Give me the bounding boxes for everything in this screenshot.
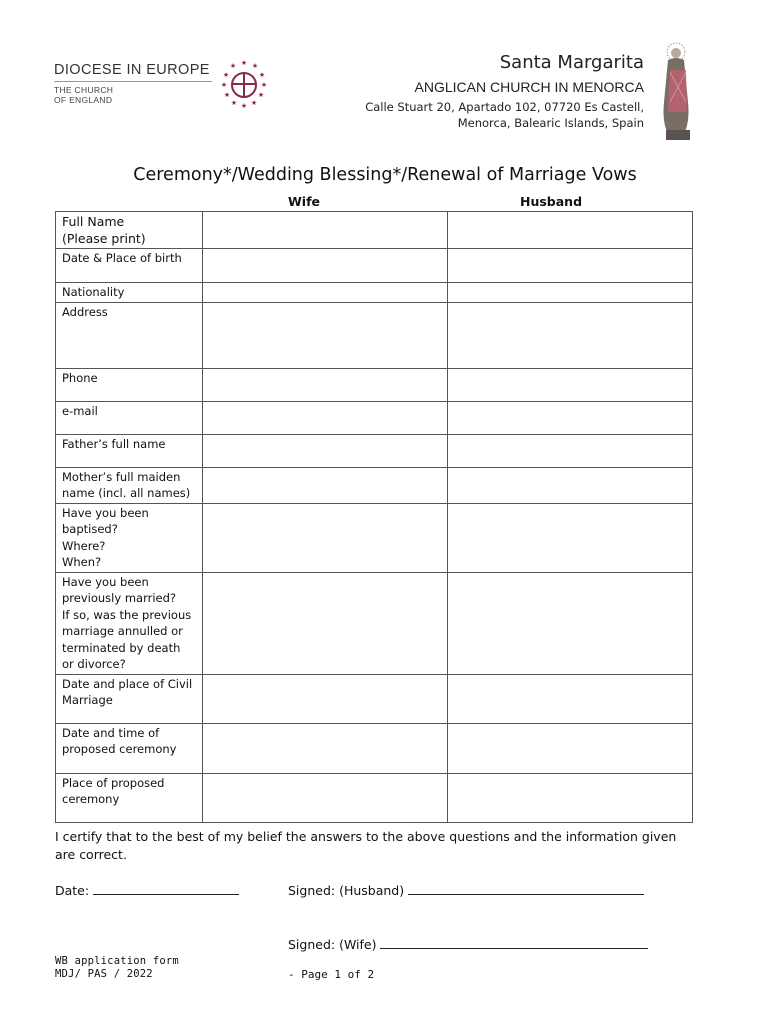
wife-answer-field[interactable]	[203, 212, 448, 249]
form-row	[56, 212, 693, 249]
wife-answer-field[interactable]	[203, 723, 448, 773]
wife-signature-field[interactable]	[380, 936, 648, 949]
application-table	[55, 211, 693, 823]
svg-text:★: ★	[251, 62, 259, 70]
wife-answer-field[interactable]	[203, 283, 448, 303]
husband-answer-field[interactable]	[448, 674, 693, 723]
husband-answer-field[interactable]	[448, 572, 693, 674]
form-row	[56, 302, 693, 368]
svg-text:★: ★	[240, 102, 248, 108]
date-field[interactable]	[93, 882, 239, 895]
diocese-emblem-icon	[218, 58, 270, 108]
form-row	[56, 503, 693, 572]
column-header-wife: Wife	[288, 194, 320, 209]
husband-answer-field[interactable]	[448, 467, 693, 503]
row-label: Nationality	[56, 283, 203, 303]
svg-text:★: ★	[222, 71, 230, 79]
footer-reference: WB application form MDJ/ PAS / 2022	[55, 955, 179, 980]
row-label: e-mail	[56, 401, 203, 434]
form-title: Ceremony*/Wedding Blessing*/Renewal of Marriage Vows	[133, 165, 637, 185]
husband-answer-field[interactable]	[448, 283, 693, 303]
row-label: Place of proposed ceremony	[56, 773, 203, 822]
wife-signature-line	[288, 936, 648, 952]
form-row	[56, 249, 693, 283]
husband-answer-field[interactable]	[448, 434, 693, 467]
husband-signature-field[interactable]	[408, 882, 644, 895]
row-label: Date and time of proposed ceremony	[56, 723, 203, 773]
row-label: Father’s full name	[56, 434, 203, 467]
svg-text:★: ★	[230, 99, 238, 107]
certification-statement: I certify that to the best of my belief the answers to the above questions and the information given are correct.	[55, 829, 677, 862]
wife-answer-field[interactable]	[203, 434, 448, 467]
husband-answer-field[interactable]	[448, 368, 693, 401]
husband-answer-field[interactable]	[448, 503, 693, 572]
row-label: Full Name (Please print)	[56, 212, 203, 249]
svg-text:★: ★	[257, 91, 265, 99]
logo-title: DIOCESE IN EUROPE	[54, 62, 210, 78]
form-row	[56, 572, 693, 674]
husband-answer-field[interactable]	[448, 212, 693, 249]
husband-answer-field[interactable]	[448, 773, 693, 822]
row-label: Mother’s full maiden name (incl. all names)	[56, 467, 203, 503]
husband-answer-field[interactable]	[448, 249, 693, 283]
form-row	[56, 401, 693, 434]
row-label: Phone	[56, 368, 203, 401]
husband-signature-label: Signed: (Husband)	[288, 883, 405, 898]
logo-divider	[54, 81, 212, 82]
wife-answer-field[interactable]	[203, 503, 448, 572]
church-address: Calle Stuart 20, Apartado 102, 07720 Es Castell, Menorca, Balearic Islands, Spain	[365, 100, 644, 130]
wife-answer-field[interactable]	[203, 368, 448, 401]
wife-answer-field[interactable]	[203, 674, 448, 723]
row-label: Date & Place of birth	[56, 249, 203, 283]
wife-answer-field[interactable]	[203, 467, 448, 503]
church-name: Santa Margarita	[499, 52, 644, 73]
date-signature-line	[55, 882, 239, 898]
page-number: - Page 1 of 2	[288, 968, 375, 981]
svg-text:★: ★	[229, 62, 237, 70]
date-label: Date:	[55, 883, 90, 898]
row-label: Have you been baptised? Where? When?	[56, 503, 203, 572]
form-row	[56, 723, 693, 773]
church-info	[365, 52, 644, 131]
svg-text:★: ★	[260, 81, 268, 89]
form-row	[56, 434, 693, 467]
saint-statue-image	[654, 42, 700, 142]
row-label: Address	[56, 302, 203, 368]
wife-answer-field[interactable]	[203, 572, 448, 674]
husband-answer-field[interactable]	[448, 723, 693, 773]
husband-answer-field[interactable]	[448, 302, 693, 368]
svg-text:★: ★	[258, 71, 266, 79]
svg-text:★: ★	[220, 81, 228, 89]
form-row	[56, 368, 693, 401]
diocese-logo	[54, 58, 270, 108]
form-row	[56, 773, 693, 822]
svg-text:★: ★	[223, 91, 231, 99]
wife-answer-field[interactable]	[203, 249, 448, 283]
form-row	[56, 674, 693, 723]
svg-text:★: ★	[240, 59, 248, 67]
form-row	[56, 467, 693, 503]
wife-signature-label: Signed: (Wife)	[288, 937, 377, 952]
row-label: Date and place of Civil Marriage	[56, 674, 203, 723]
svg-text:★: ★	[250, 99, 258, 107]
wife-answer-field[interactable]	[203, 401, 448, 434]
logo-subtitle: THE CHURCH OF ENGLAND	[54, 85, 114, 105]
form-row	[56, 283, 693, 303]
row-label: Have you been previously married? If so, was the previous marriage annulled or terminated by death or divorce?	[56, 572, 203, 674]
church-subtitle: ANGLICAN CHURCH IN MENORCA	[414, 79, 644, 95]
husband-answer-field[interactable]	[448, 401, 693, 434]
husband-signature-line	[288, 882, 644, 898]
wife-answer-field[interactable]	[203, 773, 448, 822]
column-header-husband: Husband	[520, 194, 583, 209]
wife-answer-field[interactable]	[203, 302, 448, 368]
